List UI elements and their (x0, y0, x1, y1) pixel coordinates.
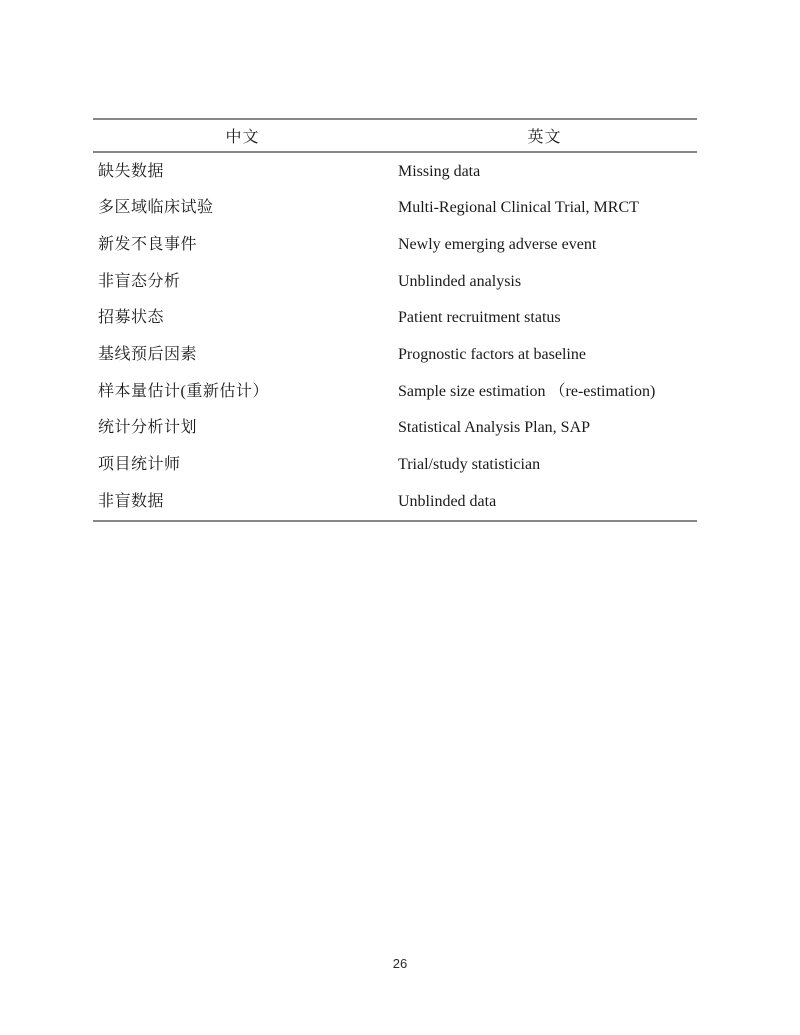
table-row (93, 153, 697, 190)
term-chinese: 非盲态分析 (98, 272, 181, 290)
term-english: Prognostic factors at baseline (398, 345, 586, 363)
term-chinese: 基线预后因素 (98, 345, 198, 363)
term-english: Patient recruitment status (398, 309, 561, 327)
table-row (93, 336, 697, 373)
table-row (93, 263, 697, 300)
term-english: Multi-Regional Clinical Trial, MRCT (398, 199, 639, 217)
term-chinese: 项目统计师 (98, 456, 181, 474)
term-chinese: 统计分析计划 (98, 419, 198, 437)
term-english: Unblinded data (398, 492, 497, 510)
table-row (93, 410, 697, 447)
table-row (93, 447, 697, 484)
term-chinese: 缺失数据 (98, 162, 165, 180)
table-row (93, 226, 697, 263)
table-row (93, 300, 697, 337)
term-chinese: 非盲数据 (98, 492, 165, 510)
term-english: Statistical Analysis Plan, SAP (398, 419, 591, 437)
term-english: Unblinded analysis (398, 272, 522, 290)
term-english: Missing data (398, 162, 481, 180)
term-english: Sample size estimation （re-estimation) (398, 382, 656, 400)
column-header-chinese: 中文 (225, 129, 260, 146)
table-header-row (93, 120, 697, 153)
term-english: Newly emerging adverse event (398, 235, 597, 253)
term-chinese: 多区域临床试验 (98, 199, 214, 217)
term-chinese: 招募状态 (98, 309, 165, 327)
term-chinese: 样本量估计(重新估计） (98, 382, 269, 400)
table-row (93, 373, 697, 410)
page-number: 26 (392, 956, 408, 971)
table-row (93, 483, 697, 520)
term-chinese: 新发不良事件 (98, 235, 198, 253)
term-english: Trial/study statistician (398, 456, 541, 474)
column-header-english: 英文 (527, 129, 562, 146)
table-row (93, 190, 697, 227)
table-body (93, 153, 697, 520)
glossary-table (93, 118, 697, 522)
